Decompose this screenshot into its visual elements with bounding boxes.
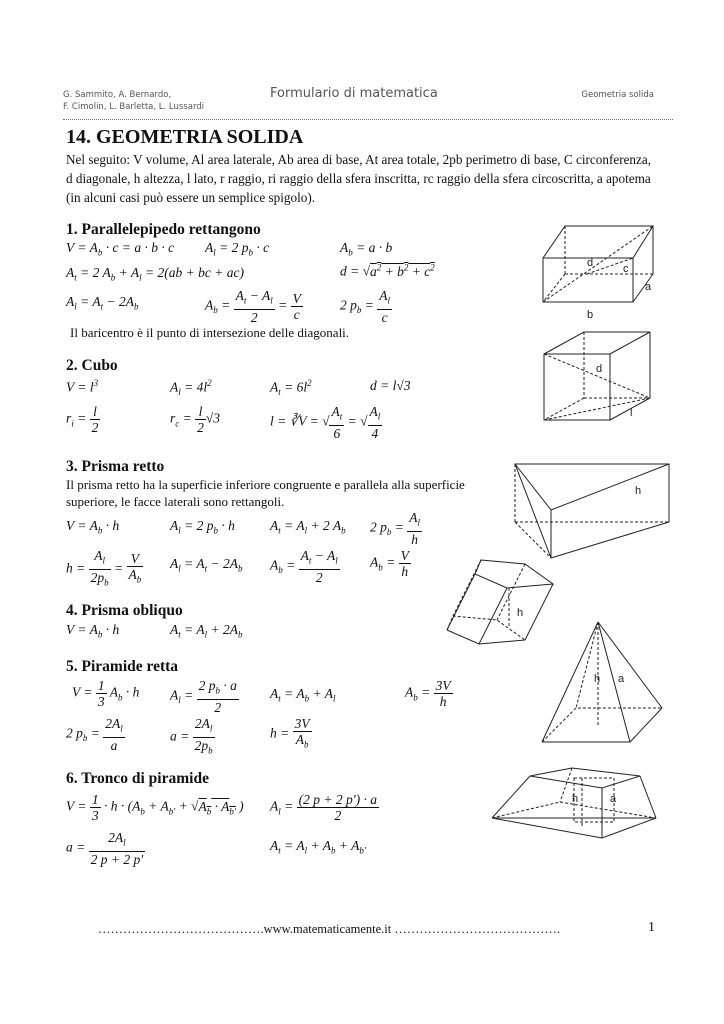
formula-prism-perimeter: 2 $p_b$ = $\frac{A_l}{h}$ [370,510,421,547]
cube-label-d: d [596,363,603,375]
formula-cube-total: $A_t = 6l^2$ [270,378,312,398]
formula-prism-total: $A_t = A_l + 2$ $A_b$ [270,518,346,536]
formula-prism-base: $A_b$ = $\frac{A_t - A_l}{2}$ [270,548,338,585]
box-label-a: a [645,281,652,293]
formula-cube-ri: $r_i$ = $\frac{l}{2}$ [66,404,99,435]
section-3-note: Il prisma retto ha la superficie inferiore congruente e parallela alla superficie superiore, le facce laterali sono rettangoli. [66,477,465,509]
header-title: Formulario di matematica [270,86,438,101]
formula-cube-lateral: $A_l = 4l^2$ [170,378,212,398]
cube-label-l: l [630,407,633,419]
page-number: 1 [648,920,655,935]
box-label-b: b [587,309,594,321]
formula-pyramid-base: $A_b$ = $\frac{3V}{h}$ [405,678,451,709]
formula-frustum-apothem: a = $\frac{2A_l}{2 p + 2 p'}$ [66,830,144,867]
formula-prism-height: h = $\frac{A_l}{2p_b}$ = $\frac{V}{A_b}$ [66,548,142,588]
section-1-title: 1. Parallelepipedo rettangono [66,221,261,238]
box-label-d: d [587,257,594,269]
formula-frustum-total: $A_t = A_l + A_b + A_{b'}$ [270,838,366,856]
section-5-title: 5. Piramide retta [66,658,179,675]
formula-frustum-volume: V = $\frac{1}{3}$ · $h \cdot (A_b + A_{b'} + √A_b \cdot A_{b'}$ ) [66,792,244,823]
box-figure [535,222,655,322]
formula-box-lateral: $A_l = 2$ $p_b \cdot c$ [205,240,270,258]
page-heading: 14. GEOMETRIA SOLIDA [66,126,304,148]
formula-cube-rc: $r_c$ = $\frac{l}{2}$ √3 [170,404,221,435]
frustum-figure [490,762,660,842]
formula-pyramid-lateral: $A_l$ = $\frac{2 p_b \cdot a}{2}$ [170,678,237,715]
formula-prism-volume: $V = A_b \cdot h$ [66,518,120,536]
formula-cube-diagonal: d = l√3 [370,378,411,393]
formula-prism-base-2: $A_b$ = $\frac{V}{h}$ [370,548,409,579]
intro-paragraph: Nel seguito: V volume, Al area laterale, Ab area di base, At area totale, 2pb perimetro di base, C circonferenza, d diagonale, h altezza, l lato, r raggio, ri raggio della sfera inscritta, rc raggio della sfera circoscritta, a apotema (in alcuni casi può essere un semplice spigolo). [66,152,652,205]
pyramid-label-h: h [594,673,601,685]
formula-pyramid-height: h = $\frac{3V}{A_b}$ [270,716,310,750]
formula-oblique-volume: $V = A_b \cdot h$ [66,622,120,640]
right-prism-figure [513,462,673,562]
formula-oblique-total: $A_t = A_l + 2A_b$ [170,622,243,640]
section-4-title: 4. Prisma obliquo [66,602,183,619]
authors-line-2: F. Cimolin, L. Barletta, L. Lussardi [63,102,205,112]
oblique-label-h: h [517,607,524,619]
formula-box-volume: $V = A_b \cdot c = a \cdot b \cdot c$ [66,240,175,258]
cube-figure [540,330,655,425]
formula-pyramid-apothem: a = $\frac{2A_l}{2p_b}$ [170,716,213,756]
section-1-note: Il baricentro è il punto di intersezione delle diagonali. [70,325,350,340]
formula-prism-lateral-2: $A_l = A_t - 2A_b$ [170,556,243,574]
formula-box-base-2: $A_b$ = $\frac{A_t - A_l}{2}$ = $\frac{V}{c}$ [205,288,301,325]
formula-pyramid-volume: V = $\frac{1}{3}$ $A_b \cdot h$ [72,678,140,709]
pyramid-figure [540,620,665,750]
formula-box-lateral-2: $A_l = A_t - 2A_b$ [66,294,139,312]
formula-prism-lateral: $A_l = 2$ $p_b \cdot h$ [170,518,235,536]
formula-pyramid-total: $A_t = A_b + A_l$ [270,686,336,704]
header-section: Geometria solida [581,90,654,100]
formula-cube-volume: $V = l^3$ [66,378,99,395]
section-3-title: 3. Prisma retto [66,458,165,475]
footer-text: ………………………………….www.matematicamente.it …………………………………. [98,922,560,936]
formula-box-base: $A_b = a \cdot b$ [340,240,393,258]
formula-box-total: $A_t = 2$ $A_b + A_l = 2(ab$ + bc + ac) [66,265,244,283]
prism-label-h: h [635,485,642,497]
formula-box-diagonal: $d = √a^2 + b^2 + c^2$ [340,262,435,279]
authors-line-1: G. Sammito, A. Bernardo, [63,90,172,100]
header-authors [63,89,204,113]
formula-box-perimeter: 2 $p_b$ = $\frac{A_l}{c}$ [340,288,391,325]
frustum-label-h: h [572,793,579,805]
formula-pyramid-perimeter: 2 $p_b$ = $\frac{2A_l}{a}$ [66,716,123,753]
frustum-label-a: a [610,793,617,805]
section-6-title: 6. Tronco di piramide [66,770,209,787]
formula-cube-side: l = ∛V = √ $\frac{A_t}{6}$ = √ $\frac{A_l}{4}$ [270,404,381,441]
pyramid-label-a: a [618,673,625,685]
formula-frustum-lateral: $A_l$ = $\frac{(2 p + 2 p') \cdot a}{2}$ [270,792,378,823]
header-divider [63,119,673,120]
box-label-c: c [623,263,629,275]
section-2-title: 2. Cubo [66,357,118,374]
